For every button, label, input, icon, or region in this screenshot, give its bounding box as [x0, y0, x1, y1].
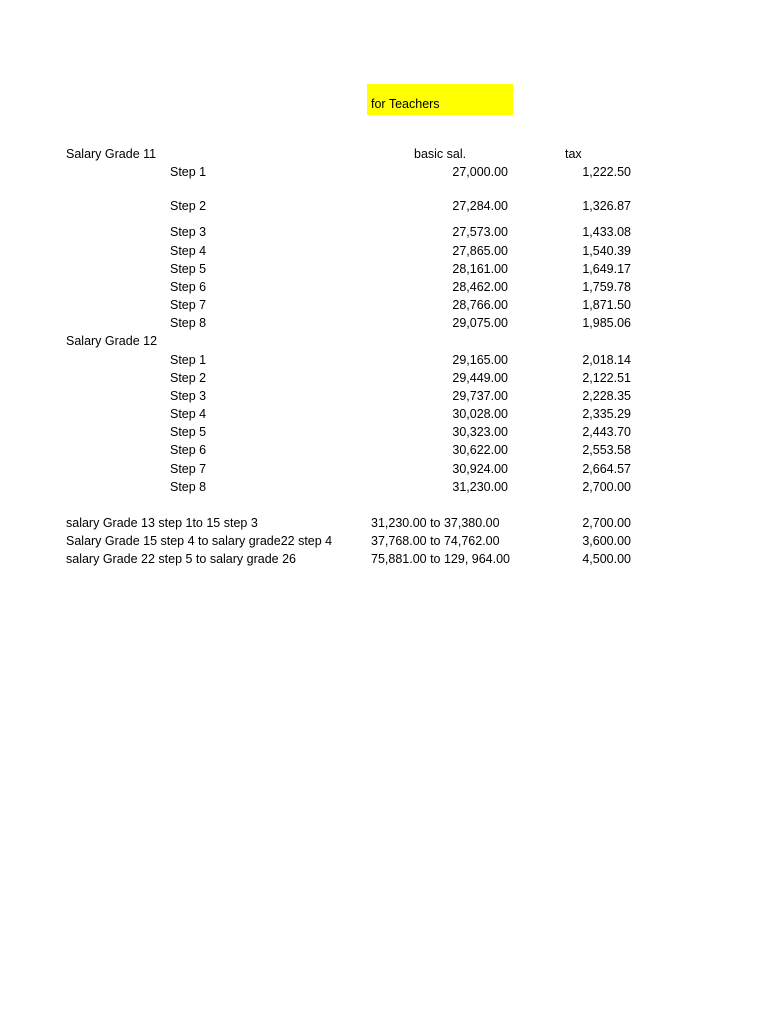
- tax-value: 1,433.08: [582, 225, 631, 239]
- basic-salary-value: 27,284.00: [452, 199, 508, 213]
- tax-value: 4,500.00: [582, 552, 631, 566]
- tax-value: 3,600.00: [582, 534, 631, 548]
- tax-value: 1,759.78: [582, 280, 631, 294]
- step-label: Step 1: [170, 353, 207, 367]
- step-label: Step 4: [170, 407, 207, 421]
- step-label: Step 7: [170, 298, 207, 312]
- tax-value: 1,871.50: [582, 298, 631, 312]
- tax-value: 1,222.50: [582, 165, 631, 179]
- basic-salary-value: 27,573.00: [452, 225, 508, 239]
- step-label: Step 7: [170, 462, 207, 476]
- step-label: Step 3: [170, 225, 207, 239]
- salary-range-value: 37,768.00 to 74,762.00: [371, 534, 500, 548]
- basic-salary-header: basic sal.: [414, 147, 467, 161]
- tax-value: 1,540.39: [582, 244, 631, 258]
- tax-value: 2,664.57: [582, 462, 631, 476]
- salary-range-value: 75,881.00 to 129, 964.00: [371, 552, 511, 566]
- tax-header: tax: [565, 147, 582, 161]
- basic-salary-value: 29,737.00: [452, 389, 508, 403]
- tax-value: 2,700.00: [582, 516, 631, 530]
- step-label: Step 3: [170, 389, 207, 403]
- basic-salary-value: 31,230.00: [452, 480, 508, 494]
- basic-salary-value: 30,622.00: [452, 443, 508, 457]
- step-label: Step 6: [170, 280, 207, 294]
- tax-value: 2,228.35: [582, 389, 631, 403]
- basic-salary-value: 30,924.00: [452, 462, 508, 476]
- range-label: salary Grade 22 step 5 to salary grade 26: [66, 552, 296, 566]
- basic-salary-value: 30,323.00: [452, 425, 508, 439]
- basic-salary-value: 27,865.00: [452, 244, 508, 258]
- tax-value: 2,443.70: [582, 425, 631, 439]
- step-label: Step 1: [170, 165, 207, 179]
- step-label: Step 2: [170, 199, 207, 213]
- grade-11-label: Salary Grade 11: [66, 147, 157, 161]
- step-label: Step 2: [170, 371, 207, 385]
- tax-value: 2,335.29: [582, 407, 631, 421]
- sheet-title: for Teachers: [371, 97, 440, 111]
- range-label: Salary Grade 15 step 4 to salary grade22 step 4: [66, 534, 333, 548]
- step-label: Step 8: [170, 480, 207, 494]
- step-label: Step 4: [170, 244, 207, 258]
- basic-salary-value: 28,161.00: [452, 262, 508, 276]
- tax-value: 2,553.58: [582, 443, 631, 457]
- tax-value: 2,700.00: [582, 480, 631, 494]
- basic-salary-value: 29,449.00: [452, 371, 508, 385]
- basic-salary-value: 29,075.00: [452, 316, 508, 330]
- salary-range-value: 31,230.00 to 37,380.00: [371, 516, 500, 530]
- basic-salary-value: 29,165.00: [452, 353, 508, 367]
- step-label: Step 6: [170, 443, 207, 457]
- basic-salary-value: 28,462.00: [452, 280, 508, 294]
- basic-salary-value: 27,000.00: [452, 165, 508, 179]
- tax-value: 1,326.87: [582, 199, 631, 213]
- tax-value: 1,649.17: [582, 262, 631, 276]
- basic-salary-value: 30,028.00: [452, 407, 508, 421]
- tax-value: 2,018.14: [582, 353, 631, 367]
- step-label: Step 5: [170, 262, 207, 276]
- step-label: Step 8: [170, 316, 207, 330]
- basic-salary-value: 28,766.00: [452, 298, 508, 312]
- range-label: salary Grade 13 step 1to 15 step 3: [66, 516, 258, 530]
- tax-value: 1,985.06: [582, 316, 631, 330]
- title-cell: [367, 84, 513, 115]
- step-label: Step 5: [170, 425, 207, 439]
- grade-12-label: Salary Grade 12: [66, 334, 158, 348]
- tax-value: 2,122.51: [582, 371, 631, 385]
